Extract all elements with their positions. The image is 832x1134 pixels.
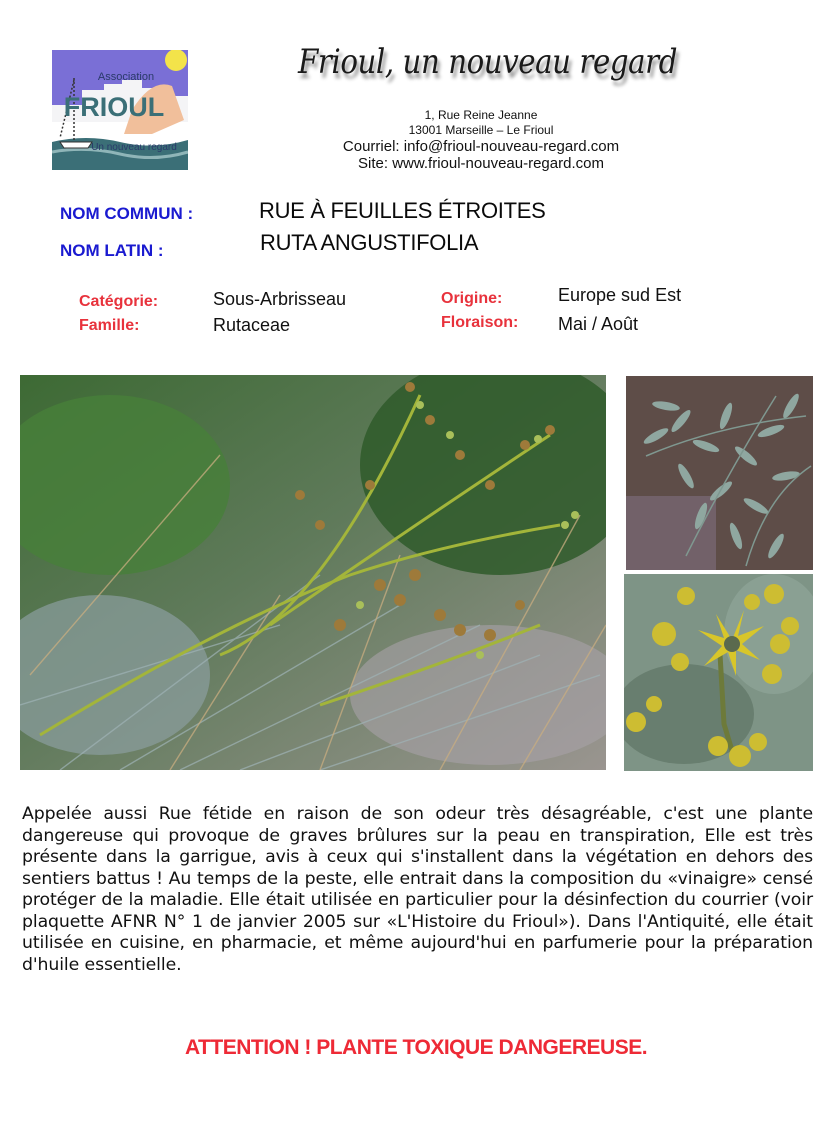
brand-title: Frioul, un nouveau regard xyxy=(298,42,677,82)
flowering-label: Floraison: xyxy=(441,314,519,331)
address-block xyxy=(300,108,662,172)
toxic-warning: ATTENTION ! PLANTE TOXIQUE DANGEREUSE. xyxy=(184,1036,648,1059)
origin-label: Origine: xyxy=(441,290,503,307)
category-label: Catégorie: xyxy=(79,293,159,310)
category-value: Sous-Arbrisseau xyxy=(213,289,347,309)
family-value: Rutaceae xyxy=(213,315,291,335)
logo-graphic xyxy=(52,50,188,170)
leaves-photo xyxy=(626,376,813,570)
address-email: Courriel: info@frioul-nouveau-regard.com xyxy=(342,138,620,155)
origin-value: Europe sud Est xyxy=(558,285,682,305)
association-logo xyxy=(52,50,188,170)
address-city: 13001 Marseille – Le Frioul xyxy=(408,123,554,137)
address-street: 1, Rue Reine Jeanne xyxy=(424,108,538,122)
logo-association-text: Association xyxy=(97,71,155,83)
address-site: Site: www.frioul-nouveau-regard.com xyxy=(358,155,604,172)
common-name-label: NOM COMMUN : xyxy=(60,204,194,223)
family-label: Famille: xyxy=(79,317,140,334)
plant-description: Appelée aussi Rue fétide en raison de son odeur très désagréable, c'est une plante dangereuse qui provoque de graves brûlures sur la peau en transpiration, Elle est très présente dans la garrigue, avis à ceux qui s'installent dans la végétation en dehors des sentiers battus ! Au temps de la peste, elle entrait dans la composition du «vinaigre» censé protéger de la maladie. Elle était utilisée en particulier pour la désinfection du courrier (voir plaquette AFNR N° 1 de janvier 2005 sur «L'Histoire du Frioul»). Dans l'Antiquité, elle était utilisée en cuisine, en pharmacie, et même aujourd'hui en parfumerie pour la préparation d'huile essentielle. xyxy=(22,804,813,975)
logo-tagline-text: Un nouveau regard xyxy=(91,142,177,153)
logo-frioul-text: FRIOUL xyxy=(63,92,165,122)
flowering-value: Mai / Août xyxy=(558,314,639,334)
latin-name-label: NOM LATIN : xyxy=(60,241,164,260)
flowers-photo xyxy=(624,574,813,771)
latin-name-value: RUTA ANGUSTIFOLIA xyxy=(260,230,479,255)
main-plant-photo xyxy=(20,375,606,770)
common-name-value: RUE À FEUILLES ÉTROITES xyxy=(259,198,546,223)
